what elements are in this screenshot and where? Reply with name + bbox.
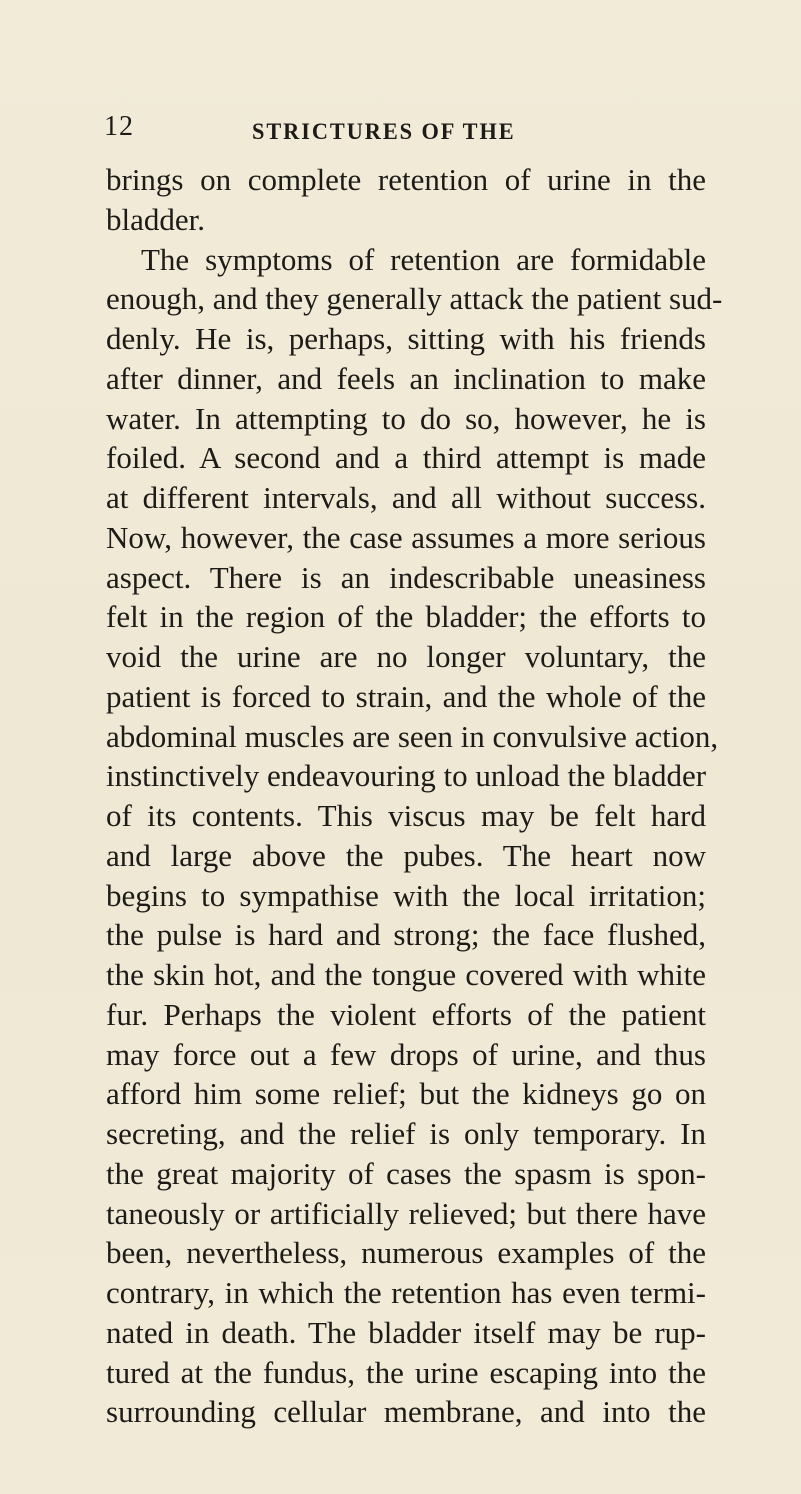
- text-line: instinctively endeavouring to unload the bladder: [106, 758, 707, 794]
- text-line: been, nevertheless, numerous examples of the: [106, 1235, 706, 1271]
- text-line: after dinner, and feels an inclination to make: [106, 360, 706, 396]
- text-line: tured at the fundus, the urine escaping into the: [106, 1354, 706, 1390]
- text-line: the great majority of cases the spasm is spon-: [106, 1155, 706, 1191]
- text-line: brings on complete retention of urine in the: [106, 162, 706, 197]
- text-line: patient is forced to strain, and the whole of the: [106, 678, 706, 714]
- text-line: contrary, in which the retention has even termi-: [106, 1275, 706, 1310]
- text-line: of its contents. This viscus may be felt hard: [106, 798, 706, 833]
- text-line: the skin hot, and the tongue covered with white: [106, 957, 706, 992]
- text-line: afford him some relief; but the kidneys go on: [106, 1076, 706, 1112]
- text-line: secreting, and the relief is only temporary. In: [106, 1116, 706, 1151]
- text-line: surrounding cellular membrane, and into the: [106, 1394, 706, 1430]
- text-line: denly. He is, perhaps, sitting with his friends: [106, 321, 706, 356]
- text-line: begins to sympathise with the local irritation;: [106, 877, 706, 913]
- text-line: aspect. There is an indescribable uneasiness: [106, 559, 706, 595]
- text-line: and large above the pubes. The heart now: [106, 837, 706, 873]
- text-line: foiled. A second and a third attempt is made: [106, 440, 706, 476]
- text-line: at different intervals, and all without success.: [106, 480, 706, 515]
- body-text: [106, 160, 723, 1432]
- running-head: STRICTURES OF THE: [252, 119, 516, 144]
- page-number: 12: [104, 111, 134, 142]
- text-line: abdominal muscles are seen in convulsive action,: [106, 718, 719, 754]
- text-line: fur. Perhaps the violent efforts of the patient: [106, 996, 706, 1032]
- text-line: Now, however, the case assumes a more serious: [106, 519, 706, 555]
- text-line: void the urine are no longer voluntary, the: [106, 639, 706, 674]
- text-line: taneously or artificially relieved; but there have: [106, 1195, 706, 1231]
- text-line: felt in the region of the bladder; the efforts to: [106, 599, 706, 635]
- text-line: the pulse is hard and strong; the face flushed,: [106, 917, 706, 953]
- text-line: water. In attempting to do so, however, he is: [106, 400, 706, 436]
- text-line: nated in death. The bladder itself may be rup-: [106, 1314, 706, 1350]
- text-line: bladder.: [106, 201, 205, 237]
- text-line: enough, and they generally attack the patient sud-: [106, 281, 723, 317]
- text-line: The symptoms of retention are formidable: [141, 241, 706, 277]
- text-line: may force out a few drops of urine, and thus: [106, 1036, 706, 1072]
